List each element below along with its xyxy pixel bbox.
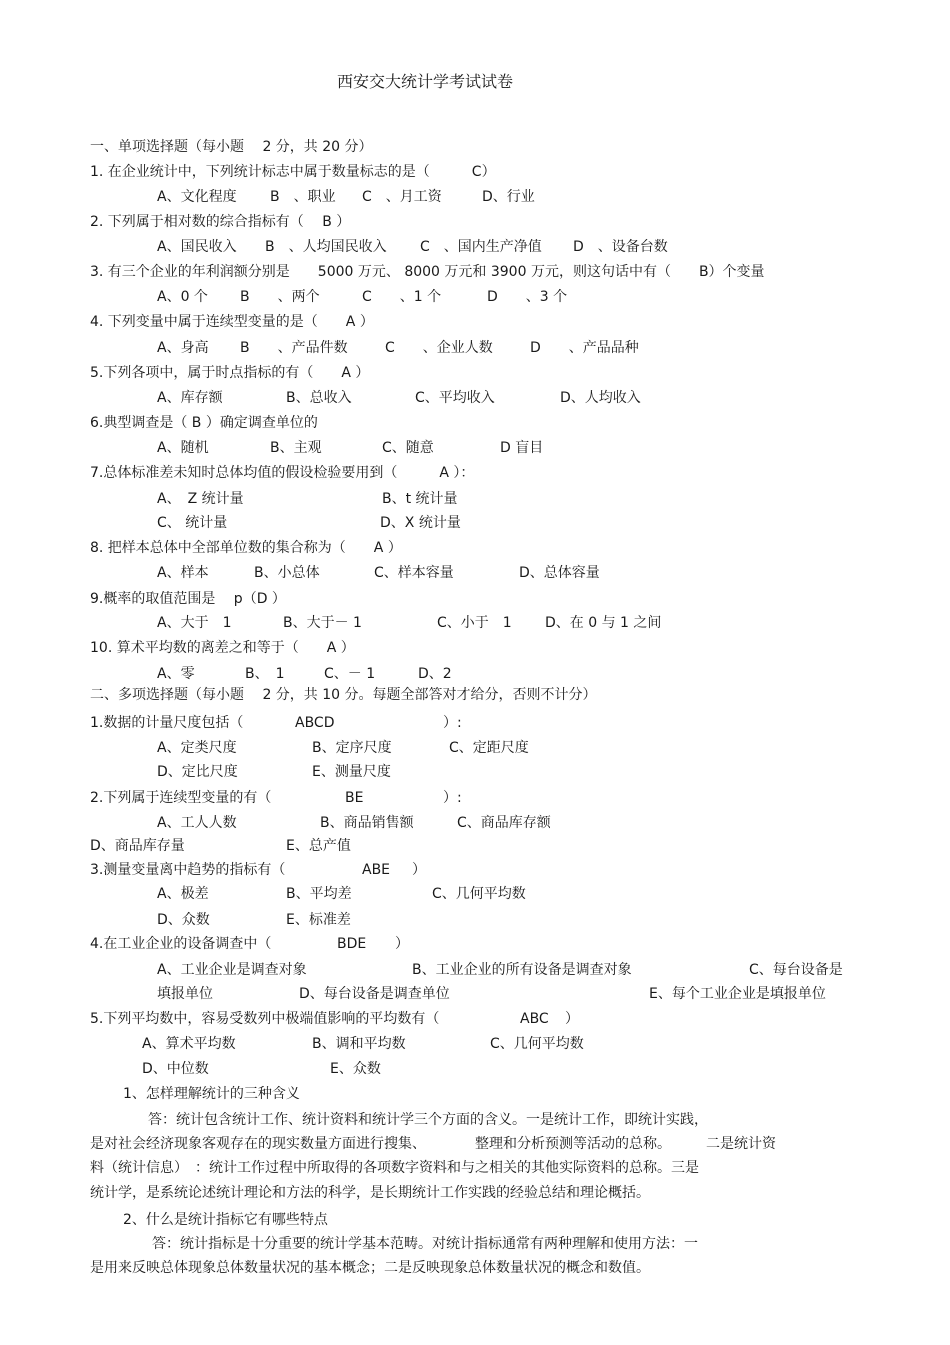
q2-1-answer: ABCD [295, 715, 335, 731]
q2-5-option-c: C、几何平均数 [490, 1036, 584, 1052]
q2-4-option-e: E、每个工业企业是填报单位 [649, 986, 826, 1002]
q1-10-option-c: C、－ 1 [324, 666, 376, 682]
q1-10-option-a: A、零 [157, 666, 195, 682]
q2-3-option-a: A、极差 [157, 886, 209, 902]
q2-1-option-c: C、定距尺度 [449, 740, 529, 756]
q1-7-option-b: B、t 统计量 [382, 491, 458, 507]
q2-5-close: ） [565, 1011, 579, 1027]
q1-8-option-d: D、总体容量 [519, 565, 600, 581]
q1-2-option-d: D 、设备台数 [573, 239, 668, 255]
q2-2-option-d: D、商品库存量 [90, 838, 185, 854]
q1-1-option-b: B 、职业 [270, 189, 336, 205]
q1-2-option-b: B 、人均国民收入 [265, 239, 387, 255]
q2-1-option-b: B、定序尺度 [312, 740, 392, 756]
q2-1-close: ）: [443, 715, 462, 731]
q2-3-option-d: D、众数 [157, 912, 210, 928]
q1-9-option-c: C、小于 1 [437, 615, 512, 631]
q1-6-option-d: D 盲目 [500, 440, 544, 456]
section-1-heading: 一、单项选择题（每小题 2 分，共 20 分） [90, 139, 373, 155]
page-title: 西安交大统计学考试试卷 [336, 72, 513, 91]
q1-1-option-a: A、文化程度 [157, 189, 237, 205]
short-answer-1-line-3: 料（统计信息） ：统计工作过程中所取得的各项数字资料和与之相关的其他实际资料的总称。三是 [90, 1160, 699, 1176]
q1-3-option-a: A、0 个 [157, 289, 208, 305]
q1-4-option-c: C 、企业人数 [385, 340, 493, 356]
q1-6-option-c: C、随意 [382, 440, 434, 456]
q2-5-stem: 5.下列平均数中，容易受数列中极端值影响的平均数有（ [90, 1011, 440, 1027]
q2-4-option-b: B、工业企业的所有设备是调查对象 [412, 962, 632, 978]
section-2-heading: 二、多项选择题（每小题 2 分，共 10 分。每题全部答对才给分，否则不计分） [90, 687, 597, 703]
q2-2-option-b: B、商品销售额 [320, 815, 414, 831]
q1-4-option-d: D 、产品品种 [530, 340, 639, 356]
q1-8-stem: 8. 把样本总体中全部单位数的集合称为（ A ） [90, 540, 402, 556]
short-answer-1-line-2: 是对社会经济现象客观存在的现实数量方面进行搜集、 整理和分析预测等活动的总称。 二是统计资 [90, 1136, 776, 1152]
q1-3-stem: 3. 有三个企业的年利润额分别是 5000 万元、 8000 万元和 3900 万元，则这句话中有（ B）个变量 [90, 264, 765, 280]
q2-5-option-d: D、中位数 [142, 1061, 209, 1077]
q2-3-stem: 3.测量变量离中趋势的指标有（ [90, 862, 286, 878]
q1-9-option-a: A、大于 1 [157, 615, 232, 631]
q2-4-option-a: A、工业企业是调查对象 [157, 962, 307, 978]
q1-2-option-c: C 、国内生产净值 [420, 239, 542, 255]
q1-10-option-b: B、 1 [245, 666, 285, 682]
q2-1-option-a: A、定类尺度 [157, 740, 237, 756]
q1-2-stem: 2. 下列属于相对数的综合指标有（ B ） [90, 214, 351, 230]
q1-3-option-b: B 、两个 [240, 289, 320, 305]
q2-2-option-c: C、商品库存额 [457, 815, 551, 831]
q2-5-option-a: A、算术平均数 [142, 1036, 236, 1052]
q2-3-option-b: B、平均差 [286, 886, 352, 902]
q1-7-stem: 7.总体标准差未知时总体均值的假设检验要用到（ A ）： [90, 465, 475, 481]
q1-7-option-c: C、 统计量 [157, 515, 228, 531]
q2-2-option-e: E、总产值 [286, 838, 351, 854]
q1-5-option-b: B、总收入 [286, 390, 352, 406]
q2-4-stem: 4.在工业企业的设备调查中（ [90, 936, 272, 952]
q1-9-stem: 9.概率的取值范围是 p（D ） [90, 591, 286, 607]
q1-1-stem: 1. 在企业统计中，下列统计标志中属于数量标志的是（ C） [90, 164, 496, 180]
short-answer-1-line-4: 统计学，是系统论述统计理论和方法的科学，是长期统计工作实践的经验总结和理论概括。 [90, 1185, 650, 1201]
q2-3-option-e: E、标准差 [286, 912, 351, 928]
q1-10-option-d: D、2 [418, 666, 452, 682]
q1-3-option-d: D 、3 个 [487, 289, 568, 305]
q1-6-option-a: A、随机 [157, 440, 209, 456]
q1-4-stem: 4. 下列变量中属于连续型变量的是（ A ） [90, 314, 374, 330]
q2-5-option-e: E、众数 [330, 1061, 381, 1077]
q2-5-option-b: B、调和平均数 [312, 1036, 406, 1052]
q1-6-option-b: B、主观 [270, 440, 322, 456]
q2-3-close: ） [412, 862, 426, 878]
q1-4-option-a: A、身高 [157, 340, 209, 356]
q1-8-option-a: A、样本 [157, 565, 209, 581]
q1-3-option-c: C 、1 个 [362, 289, 442, 305]
q2-5-answer: ABC [520, 1011, 549, 1027]
q2-3-option-c: C、几何平均数 [432, 886, 526, 902]
q2-4-option-d: D、每台设备是调查单位 [299, 986, 450, 1002]
q2-4-close: ） [395, 936, 409, 952]
short-answer-1-line-1: 答：统计包含统计工作、统计资料和统计学三个方面的含义。一是统计工作，即统计实践， [148, 1112, 708, 1128]
short-answer-1-question: 1、怎样理解统计的三种含义 [123, 1086, 300, 1102]
short-answer-2-question: 2、什么是统计指标它有哪些特点 [123, 1212, 328, 1228]
q1-7-option-a: A、 Z 统计量 [157, 491, 244, 507]
q1-4-option-b: B 、产品件数 [240, 340, 348, 356]
q1-10-stem: 10. 算术平均数的离差之和等于（ A ） [90, 640, 355, 656]
q1-5-stem: 5.下列各项中，属于时点指标的有（ A ） [90, 365, 370, 381]
q2-4-answer: BDE [337, 936, 367, 952]
q2-1-option-d: D、定比尺度 [157, 764, 238, 780]
q2-4-option-c-cont: 填报单位 [157, 986, 213, 1002]
q1-7-option-d: D、X 统计量 [380, 515, 461, 531]
q1-1-option-d: D、行业 [482, 189, 535, 205]
q2-4-option-c: C、每台设备是 [749, 962, 843, 978]
short-answer-2-line-1: 答：统计指标是十分重要的统计学基本范畴。对统计指标通常有两种理解和使用方法：一 [152, 1236, 698, 1252]
q2-1-option-e: E、测量尺度 [312, 764, 391, 780]
q1-8-option-b: B、小总体 [254, 565, 320, 581]
q1-9-option-d: D、在 0 与 1 之间 [545, 615, 662, 631]
q2-2-answer: BE [345, 790, 364, 806]
q1-6-stem: 6.典型调查是（ B ）确定调查单位的 [90, 415, 318, 431]
q1-9-option-b: B、大于－ 1 [283, 615, 362, 631]
q1-5-option-c: C、平均收入 [415, 390, 495, 406]
q1-5-option-d: D、人均收入 [560, 390, 641, 406]
q2-2-option-a: A、工人人数 [157, 815, 237, 831]
q2-3-answer: ABE [362, 862, 391, 878]
q1-1-option-c: C 、月工资 [362, 189, 442, 205]
q1-8-option-c: C、样本容量 [374, 565, 454, 581]
q1-5-option-a: A、库存额 [157, 390, 223, 406]
q2-1-stem: 1.数据的计量尺度包括（ [90, 715, 244, 731]
q2-2-close: ）: [443, 790, 462, 806]
short-answer-2-line-2: 是用来反映总体现象总体数量状况的基本概念；二是反映现象总体数量状况的概念和数值。 [90, 1260, 650, 1276]
q1-2-option-a: A、国民收入 [157, 239, 237, 255]
q2-2-stem: 2.下列属于连续型变量的有（ [90, 790, 272, 806]
